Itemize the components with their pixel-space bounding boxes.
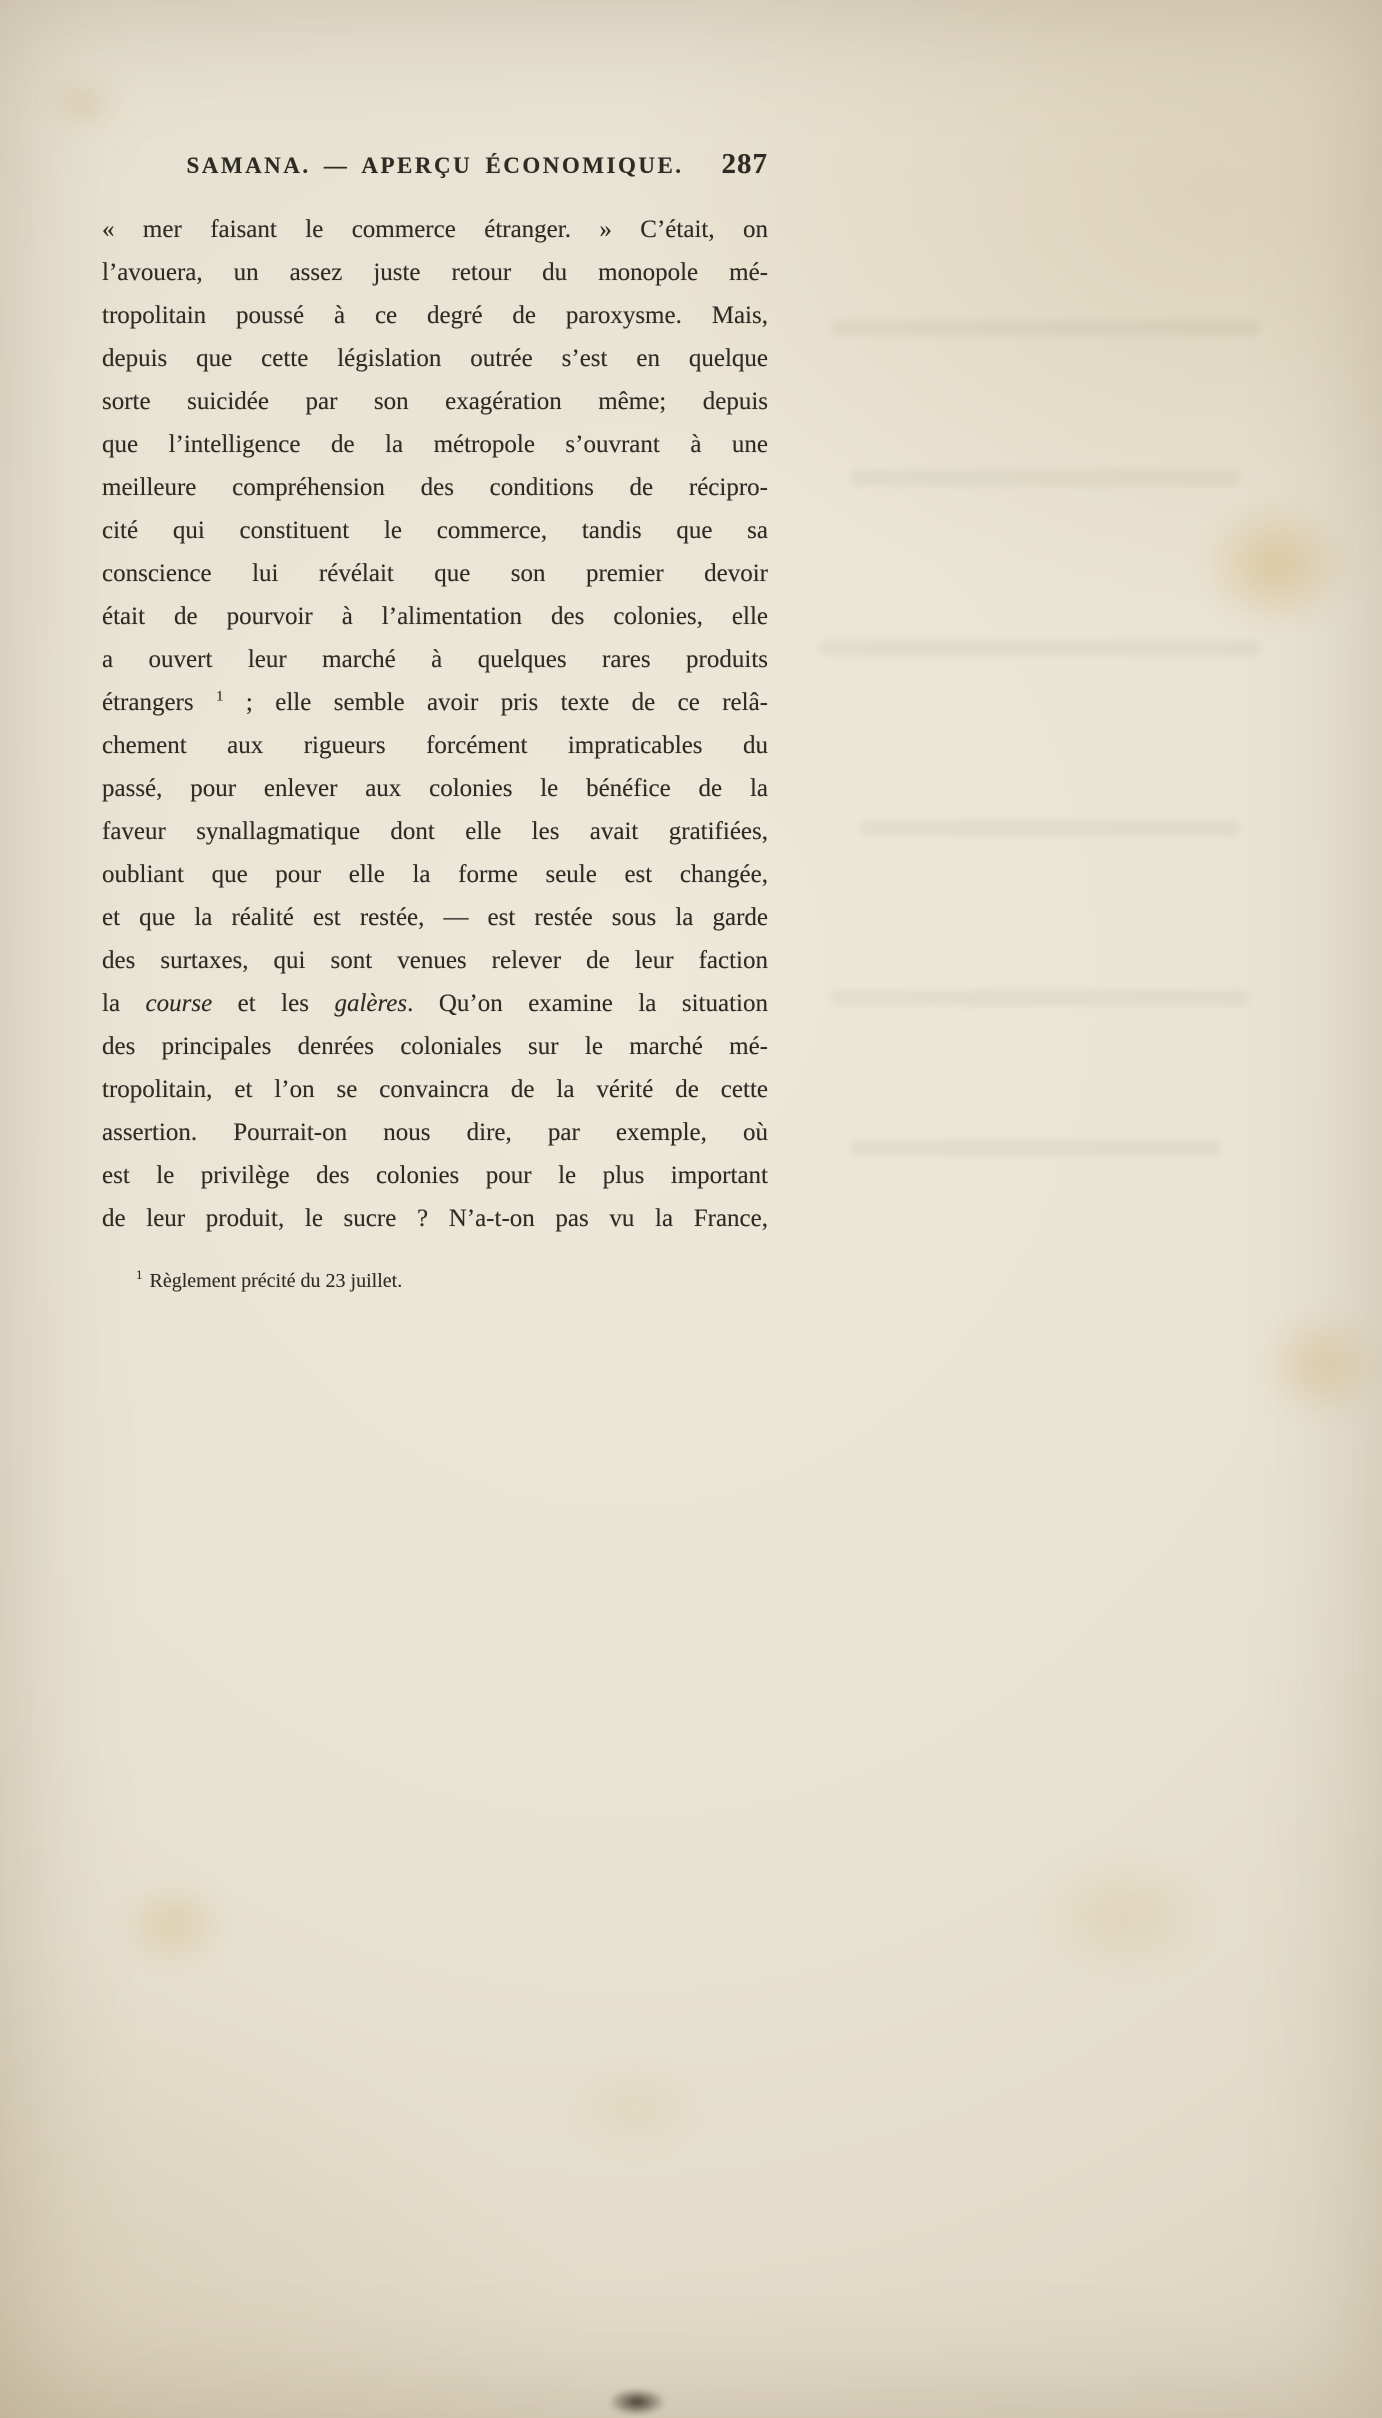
body-line: était de pourvoir à l’alimentation des colonies, elle xyxy=(102,603,768,630)
bleed-through-smudge xyxy=(850,1140,1220,1156)
body-line: assertion. Pourrait-on nous dire, par exemple, où xyxy=(102,1119,768,1146)
body-line xyxy=(102,982,768,1025)
paper-stain xyxy=(1262,1310,1382,1420)
body-text xyxy=(102,208,768,1240)
body-line: des principales denrées coloniales sur le marché mé- xyxy=(102,1033,768,1060)
body-line: meilleure compréhension des conditions de récipro- xyxy=(102,474,768,501)
body-line: est le privilège des colonies pour le plus important xyxy=(102,1162,768,1189)
body-line xyxy=(102,681,768,724)
bleed-through-smudge xyxy=(830,320,1260,336)
italic-term: galères xyxy=(334,990,408,1017)
body-line: chement aux rigueurs forcément impraticables du xyxy=(102,732,768,759)
text-block xyxy=(102,148,768,1294)
body-line: l’avouera, un assez juste retour du monopole mé- xyxy=(102,259,768,286)
bleed-through-smudge xyxy=(850,470,1240,486)
paper-stain xyxy=(48,78,118,128)
body-text-segment: . Qu’on examine la situation xyxy=(407,990,768,1017)
ink-mark xyxy=(608,2388,666,2416)
page-number: 287 xyxy=(721,148,768,180)
body-line: et que la réalité est restée, — est restée sous la garde xyxy=(102,904,768,931)
italic-term: course xyxy=(145,990,213,1017)
paper-stain xyxy=(1200,500,1350,630)
paper-stain xyxy=(560,2060,710,2155)
body-text-segment: la xyxy=(102,990,146,1017)
bleed-through-smudge xyxy=(830,990,1250,1006)
body-line: sorte suicidée par son exagération même; depuis xyxy=(102,388,768,415)
body-text-segment: ; elle semble avoir pris texte de ce relâ- xyxy=(223,689,768,716)
body-line: oubliant que pour elle la forme seule est changée, xyxy=(102,861,768,888)
paper-stain xyxy=(118,1880,228,1970)
body-line: conscience lui révélait que son premier devoir xyxy=(102,560,768,587)
body-text-segment: et les xyxy=(212,990,335,1017)
body-line: passé, pour enlever aux colonies le bénéfice de la xyxy=(102,775,768,802)
bleed-through-smudge xyxy=(860,820,1240,836)
footnote-reference: 1 xyxy=(216,688,224,705)
body-line: des surtaxes, qui sont venues relever de leur faction xyxy=(102,947,768,974)
body-text-segment: étrangers xyxy=(102,689,217,716)
body-line: depuis que cette législation outrée s’est en quelque xyxy=(102,345,768,372)
body-line: faveur synallagmatique dont elle les avait gratifiées, xyxy=(102,818,768,845)
body-line: tropolitain poussé à ce degré de paroxysme. Mais, xyxy=(102,302,768,329)
bleed-through-smudge xyxy=(820,640,1260,656)
running-header xyxy=(102,148,768,184)
body-line: tropolitain, et l’on se convaincra de la vérité de cette xyxy=(102,1076,768,1103)
footnote-text: Règlement précité du 23 juillet. xyxy=(149,1270,403,1292)
body-line: que l’intelligence de la métropole s’ouvrant à une xyxy=(102,431,768,458)
body-line: cité qui constituent le commerce, tandis que sa xyxy=(102,517,768,544)
footnote-marker: 1 xyxy=(136,1267,143,1283)
paper-stain xyxy=(1030,1850,1220,1980)
body-line: a ouvert leur marché à quelques rares produits xyxy=(102,646,768,673)
body-line: « mer faisant le commerce étranger. » C’était, on xyxy=(102,216,768,243)
body-line: de leur produit, le sucre ? N’a-t-on pas vu la France, xyxy=(102,1205,768,1232)
footnote xyxy=(102,1268,768,1294)
running-title: SAMANA. — APERÇU ÉCONOMIQUE. xyxy=(186,153,684,178)
